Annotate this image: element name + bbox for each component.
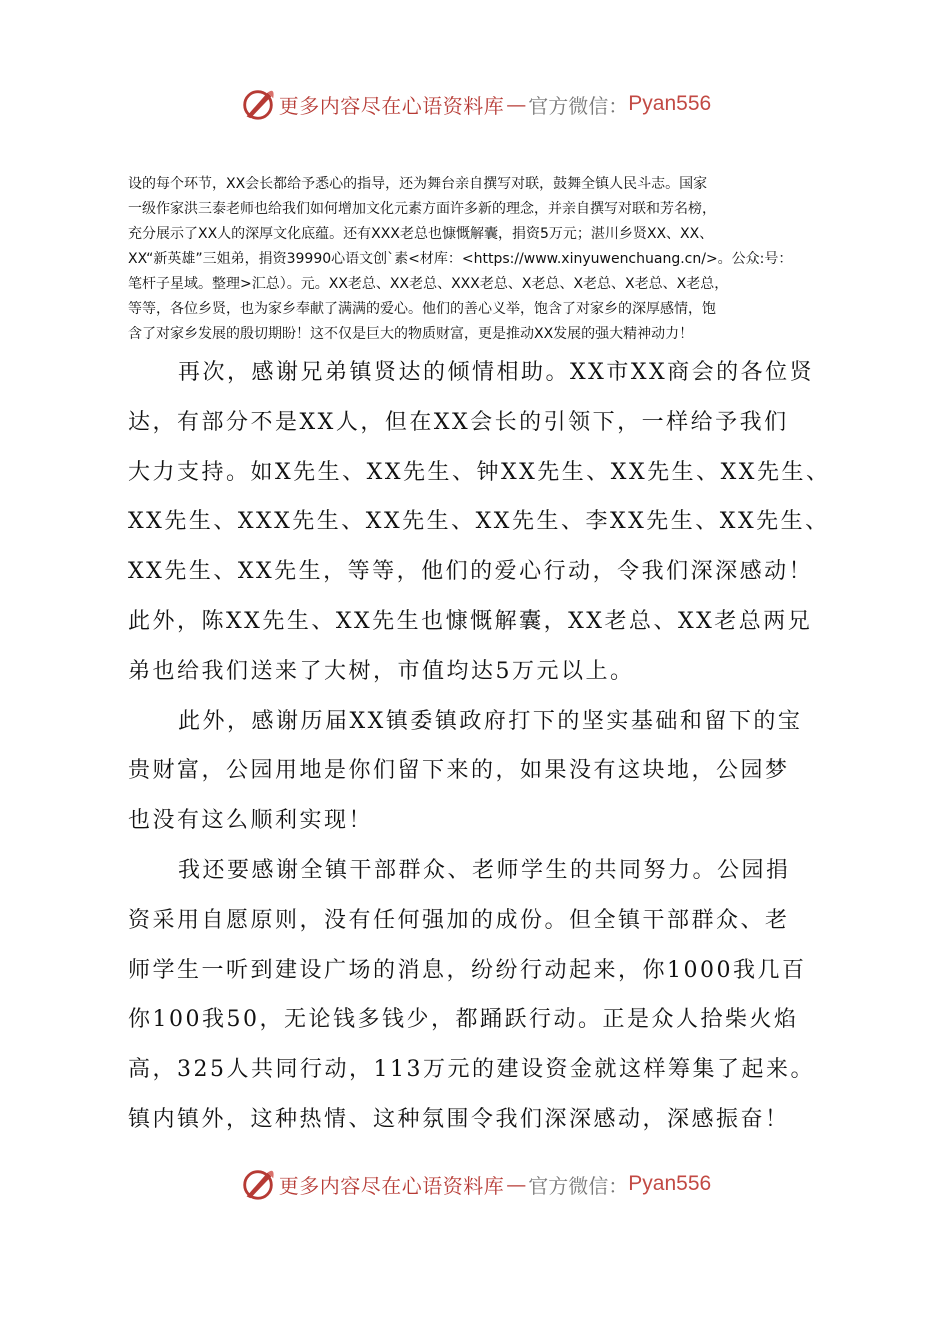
banner-separator: — [506, 92, 527, 116]
paragraph-line: 你100我50，无论钱多钱少，都踊跃行动。正是众人拾柴火焰 [128, 1007, 799, 1033]
paragraph-line: 此外，陈XX先生、XX先生也慷慨解囊，XX老总、XX老总两兄 [128, 608, 813, 634]
text-line: 一级作家洪三泰老师也给我们如何增加文化元素方面许多新的理念，并亲自撰写对联和芳名榜， [128, 201, 716, 217]
paragraph-line: 大力支持。如X先生、XX先生、钟XX先生、XX先生、XX先生、 [128, 459, 831, 485]
wechat-label: 官方微信： [528, 93, 629, 118]
paragraph-line: 我还要感谢全镇干部群众、老师学生的共同努力。公园捐 [178, 857, 791, 883]
paragraph-line: XX先生、XXX先生、XX先生、XX先生、李XX先生、XX先生、 [128, 509, 830, 535]
paragraph-line: 再次，感谢兄弟镇贤达的倾情相助。XX市XX商会的各位贤 [178, 360, 815, 385]
paragraph-line: 此外，感谢历届XX镇委镇政府打下的坚实基础和留下的宝 [178, 708, 803, 734]
banner-text: 更多内容尽在心语资料库 [278, 93, 505, 118]
paragraph-line: 也没有这么顺利实现！ [128, 808, 374, 834]
paragraph-line: 镇内镇外，这种热情、这种氛围令我们深深感动，深感振奋！ [128, 1106, 790, 1132]
paragraph-line: 弟也给我们送来了大树，市值均达5万元以上。 [128, 658, 635, 684]
text-line: 含了对家乡发展的殷切期盼！这不仅是巨大的物质财富，更是推动XX发展的强大精神动力！ [128, 326, 694, 342]
text-line: 笔杆子星域。整理>汇总）。元。XX老总、XX老总、XXX老总、X老总、X老总、X老总、X老总， [128, 276, 729, 292]
paragraph-line: 师学生一听到建设广场的消息，纷纷行动起来，你1000我几百 [128, 957, 807, 983]
paragraph-line: 资采用自愿原则，没有任何强加的成份。但全镇干部群众、老 [128, 907, 790, 933]
wechat-id: Pyan556 [628, 1172, 712, 1195]
paragraph-line: XX先生、XX先生，等等，他们的爱心行动，令我们深深感动！ [128, 559, 814, 585]
footer-banner [0, 1162, 950, 1206]
banner-text: 更多内容尽在心语资料库 [278, 1173, 505, 1198]
header-banner [0, 82, 950, 126]
body-text [128, 348, 848, 1145]
text-line: 充分展示了XX人的深厚文化底蕴。还有XXX老总也慷慨解囊，捐资5万元；湛川乡贤XX、XX、 [128, 226, 714, 242]
wechat-label: 官方微信： [528, 1173, 629, 1198]
text-line: 等等，各位乡贤，也为家乡奉献了满满的爱心。他们的善心义举，饱含了对家乡的深厚感情，饱 [128, 301, 716, 317]
wechat-id: Pyan556 [628, 92, 712, 115]
quill-logo-icon [239, 85, 277, 123]
text-line: 设的每个环节，XX会长都给予悉心的指导，还为舞台亲自撰写对联，鼓舞全镇人民斗志。国家 [128, 176, 708, 192]
paragraph-line: 高，325人共同行动，113万元的建设资金就这样筹集了起来。 [128, 1057, 815, 1083]
small-paragraph [128, 172, 828, 347]
paragraph-line: 贵财富，公园用地是你们留下来的，如果没有这块地，公园梦 [128, 758, 790, 784]
text-line: XX“新英雄”三姐弟，捐资39990心语文创`素<材库：<https://www.xinyuwenchuang.cn/>。公众:号： [128, 251, 793, 267]
paragraph-line: 达，有部分不是XX人，但在XX会长的引领下，一样给予我们 [128, 409, 789, 435]
banner-separator: — [506, 1172, 527, 1196]
quill-logo-icon [239, 1165, 277, 1203]
